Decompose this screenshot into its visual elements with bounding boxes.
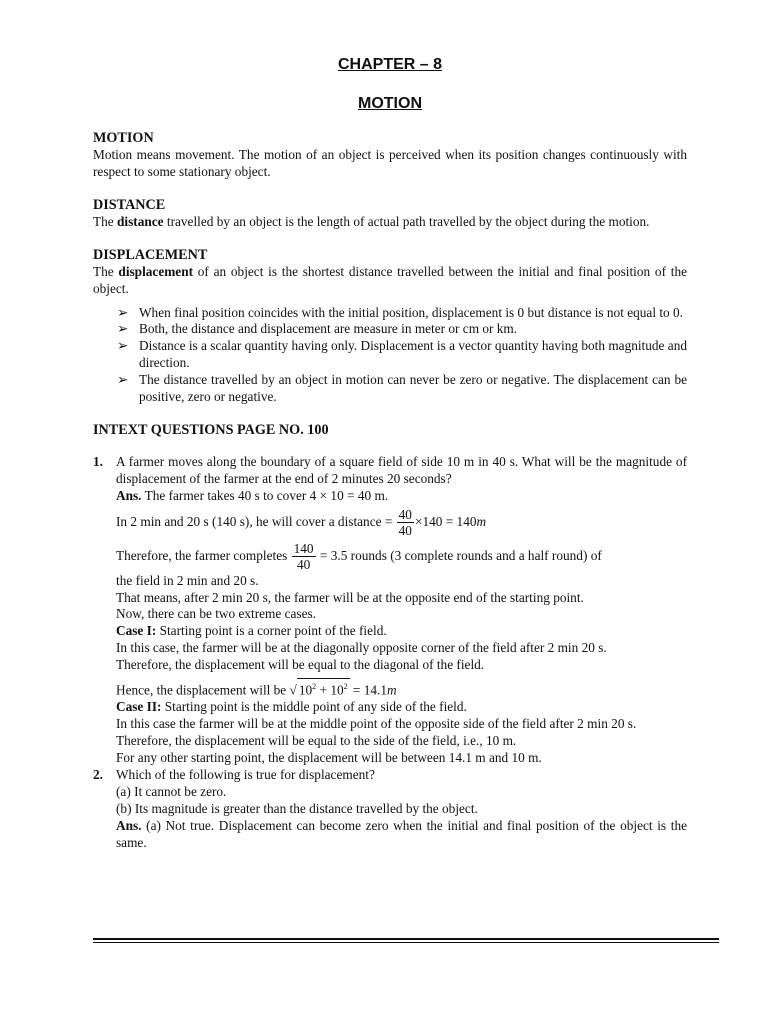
content-body bbox=[93, 130, 687, 852]
unit: m bbox=[476, 513, 487, 529]
text-line: That means, after 2 min 20 s, the farmer will be at the opposite end of the starting point. bbox=[116, 589, 584, 605]
section-heading: DISTANCE bbox=[93, 196, 166, 213]
chapter-title: MOTION bbox=[358, 95, 422, 112]
answer-line bbox=[116, 488, 687, 505]
text-line: For any other starting point, the displacement will be between 14.1 m and 10 m. bbox=[116, 750, 542, 766]
math-distance bbox=[116, 505, 687, 539]
text-run: (a) Not true. Displacement can become zero when the initial and final position of the object is the same. bbox=[116, 817, 687, 850]
footer-rule bbox=[93, 938, 719, 940]
option-a: (a) It cannot be zero. bbox=[116, 783, 227, 799]
fraction bbox=[292, 541, 316, 572]
answer-label: Ans. bbox=[116, 487, 142, 503]
text-run: 10 bbox=[298, 682, 313, 698]
denominator: 40 bbox=[296, 557, 311, 573]
text-run: Starting point is a corner point of the field. bbox=[156, 623, 387, 639]
numerator: 40 bbox=[398, 507, 412, 523]
text-run: In 2 min and 20 s (140 s), he will cover a distance = bbox=[116, 513, 396, 529]
text-run: ×140 = 140 bbox=[414, 513, 477, 529]
answer-label: Ans. bbox=[116, 817, 142, 833]
question-number: 2. bbox=[93, 766, 103, 782]
section-heading: MOTION bbox=[93, 130, 154, 146]
section-text: Motion means movement. The motion of an object is perceived when its position changes continuously with respect to some stationary object. bbox=[93, 147, 687, 179]
list-item bbox=[117, 372, 687, 406]
section-displacement bbox=[93, 247, 687, 406]
bullet-list bbox=[93, 305, 687, 406]
option-b: (b) Its magnitude is greater than the distance travelled by the object. bbox=[116, 800, 478, 816]
fraction bbox=[397, 507, 414, 538]
section-heading: DISPLACEMENT bbox=[93, 246, 208, 263]
section-distance bbox=[93, 197, 687, 231]
text-line: In this case the farmer will be at the middle point of the opposite side of the field after 2 min 20 s. bbox=[116, 716, 637, 732]
term-distance: distance bbox=[117, 213, 164, 229]
numerator: 140 bbox=[293, 541, 314, 557]
text-run: of an object is the shortest distance travelled between the initial and final position of the object. bbox=[93, 263, 687, 296]
answer-line bbox=[116, 818, 687, 852]
text-line: Therefore, the displacement will be equal to the side of the field, i.e., 10 m. bbox=[116, 733, 517, 749]
text-run: The bbox=[93, 263, 119, 279]
math-diagonal bbox=[116, 678, 687, 699]
text-run: 10 bbox=[330, 682, 344, 698]
text-run: Starting point is the middle point of any side of the field. bbox=[161, 699, 467, 715]
question-number: 1. bbox=[93, 453, 103, 469]
arrow-bullet-icon: ➢ bbox=[117, 321, 129, 337]
case-2-line bbox=[116, 699, 687, 716]
case-label: Case II: bbox=[116, 699, 162, 715]
text-line: In this case, the farmer will be at the diagonally opposite corner of the field after 2 min 20 s. bbox=[116, 640, 607, 656]
text-run: The farmer takes 40 s to cover 4 × 10 = 40 m. bbox=[141, 487, 389, 503]
unit: m bbox=[387, 682, 397, 698]
exponent: 2 bbox=[312, 682, 317, 692]
list-item bbox=[117, 321, 687, 338]
square-root-icon: √ bbox=[289, 682, 297, 698]
text-run: travelled by an object is the length of actual path travelled by the object during the motion. bbox=[163, 213, 650, 229]
question-1 bbox=[93, 454, 687, 767]
arrow-bullet-icon: ➢ bbox=[117, 304, 129, 320]
case-label: Case I: bbox=[116, 623, 157, 639]
intext-questions-heading: INTEXT QUESTIONS PAGE NO. 100 bbox=[93, 421, 329, 438]
term-displacement: displacement bbox=[118, 263, 194, 279]
exponent: 2 bbox=[343, 682, 348, 692]
text-run: Hence, the displacement will be bbox=[116, 682, 290, 698]
text-line: Therefore, the displacement will be equal to the diagonal of the field. bbox=[116, 657, 485, 673]
denominator: 40 bbox=[398, 523, 412, 539]
section-motion bbox=[93, 130, 687, 181]
list-item bbox=[117, 305, 687, 322]
section-text bbox=[93, 214, 687, 231]
arrow-bullet-icon: ➢ bbox=[117, 372, 129, 388]
question-text: Which of the following is true for displacement? bbox=[116, 766, 375, 782]
list-item-text: The distance travelled by an object in motion can never be zero or negative. The displacement can be positive, zero or negative. bbox=[139, 372, 687, 405]
case-1-line bbox=[116, 623, 687, 640]
list-item-text: Both, the distance and displacement are measure in meter or cm or km. bbox=[139, 321, 518, 337]
question-2 bbox=[93, 767, 687, 852]
text-run: = 14.1 bbox=[349, 682, 388, 698]
radicand bbox=[297, 678, 350, 699]
math-rounds bbox=[116, 539, 687, 573]
arrow-bullet-icon: ➢ bbox=[117, 338, 129, 354]
section-text bbox=[93, 264, 687, 298]
text-run: Therefore, the farmer completes bbox=[116, 547, 291, 563]
text-run: The bbox=[93, 213, 117, 229]
list-item-text: Distance is a scalar quantity having only. Displacement is a vector quantity having both magnitude and direction. bbox=[139, 338, 687, 371]
question-text: A farmer moves along the boundary of a square field of side 10 m in 40 s. What will be the magnitude of displacement of the farmer at the end of 2 minutes 20 seconds? bbox=[116, 453, 687, 486]
footer-rule-thin bbox=[93, 942, 719, 943]
text-line: Now, there can be two extreme cases. bbox=[116, 606, 316, 622]
text-run: = 3.5 rounds (3 complete rounds and a half round) of bbox=[316, 547, 602, 563]
list-item bbox=[117, 338, 687, 372]
text-line: the field in 2 min and 20 s. bbox=[116, 572, 259, 588]
list-item-text: When final position coincides with the initial position, displacement is 0 but distance is not equal to 0. bbox=[139, 304, 683, 320]
text-run: + bbox=[316, 682, 331, 698]
chapter-heading: CHAPTER – 8 bbox=[337, 56, 443, 73]
